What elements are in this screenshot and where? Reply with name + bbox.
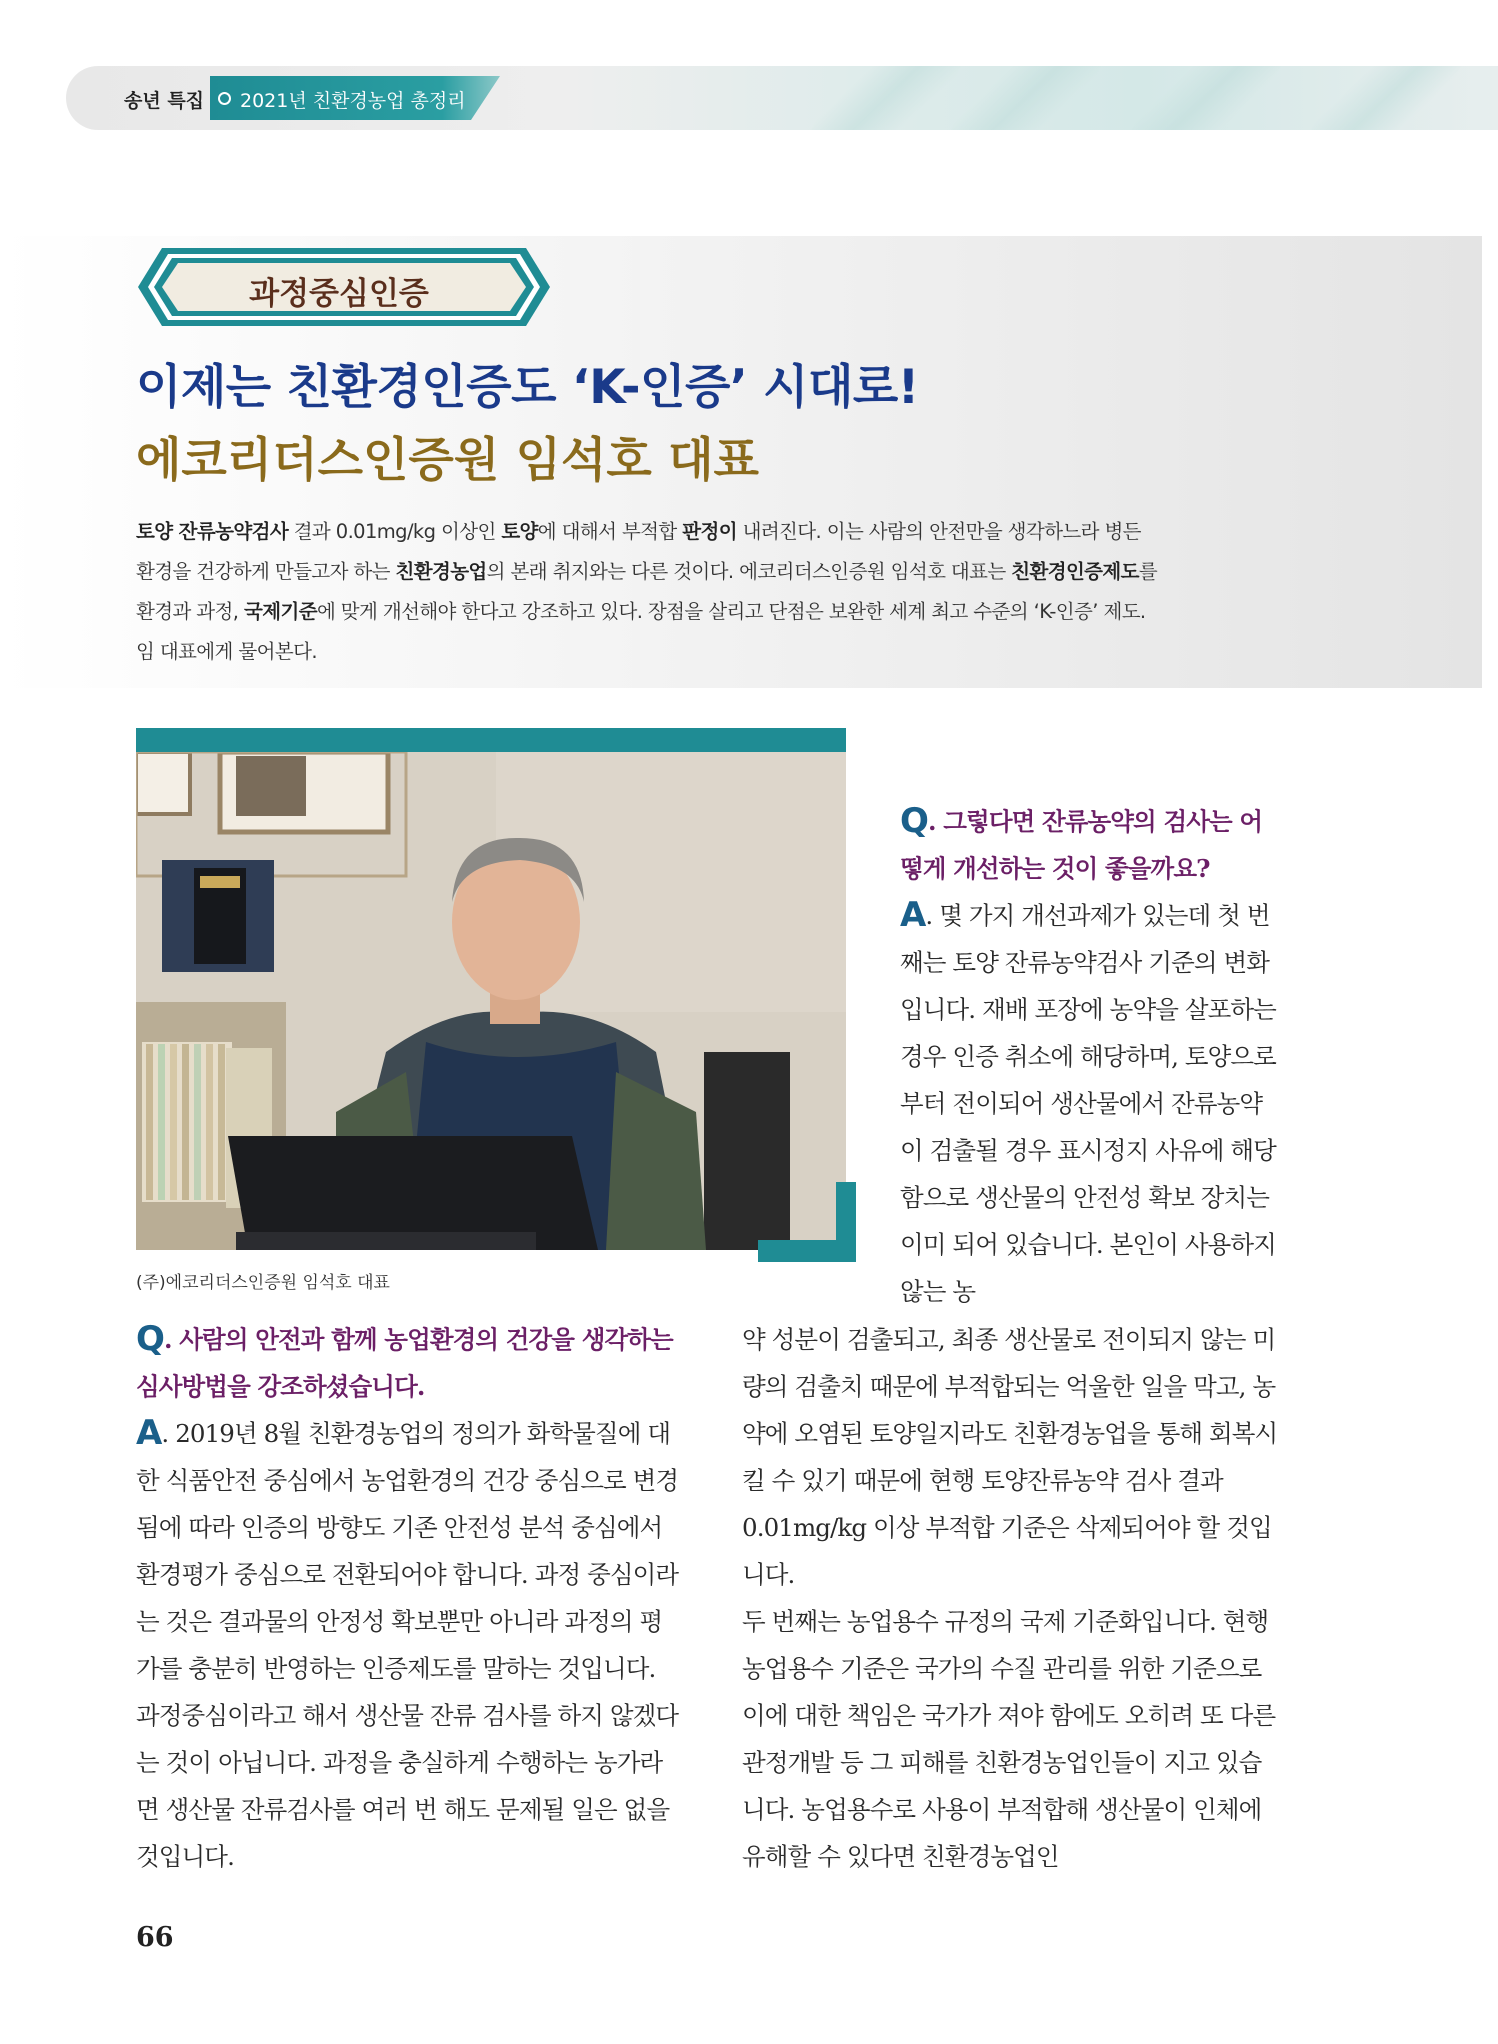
intro-line: 토양 잔류농약검사 결과 0.01mg/kg 이상인 토양에 대해서 부적합 판정이 내려진다. 이는 사람의 안전만을 생각하느라 병든 — [136, 520, 1141, 543]
photo-accent-bar — [836, 1182, 856, 1262]
header-decoration — [1311, 66, 1461, 130]
answer-mark-icon: A — [136, 1413, 162, 1453]
intro-line: 환경을 건강하게 만들고자 하는 친환경농업의 본래 취지와는 다른 것이다. 에코리더스인증원 임석호 대표는 친환경인증제도를 — [136, 560, 1158, 583]
portrait-image — [136, 752, 846, 1250]
answer-1-text: 2019년 8월 친환경농업의 정의가 화학물질에 대한 식품안전 중심에서 농업환경의 건강 중심으로 변경됨에 따라 인증의 방향도 기존 안전성 분석 중심에서 환경평가 중심으로 전환되어야 합니다. 과정 중심이라는 것은 결과물의 안정성 확보뿐만 아니라 과정의 평가를 충분히 반영하는 인증제도를 말하는 것입니다. 과정중심이라고 해서 생산물 잔류 검사를 하지 않겠다는 것이 아닙니다. 과정을 충실하게 수행하는 농가라면 생산물 잔류검사를 여러 번 해도 문제될 일은 없을 것입니다. — [136, 1419, 679, 1871]
header-decoration — [1131, 66, 1281, 130]
intro-paragraph — [136, 512, 1286, 672]
question-mark-icon: Q — [136, 1319, 165, 1359]
page-number: 66 — [136, 1922, 174, 1953]
photo-top-bar — [136, 728, 846, 752]
subheadline: 에코리더스인증원 임석호 대표 — [136, 433, 759, 488]
article-column-right-top: Q. 그렇다면 잔류농약의 검사는 어떻게 개선하는 것이 좋을까요? A. 몇 가지 개선과제가 있는데 첫 번째는 토양 잔류농약검사 기준의 변화입니다. 재배 포장에 농약을 살포하는 경우 인증 취소에 해당하며, 토양으로부터 전이되어 생산물에서 잔류농약이 검출될 경우 표시정지 사유에 해당함으로 생산물의 안전성 확보 장치는 이미 되어 있습니다. 본인이 사용하지 않는 농 — [900, 801, 1276, 1306]
answer-2-second-point: 두 번째는 농업용수 규정의 국제 기준화입니다. 현행 농업용수 기준은 국가의 수질 관리를 위한 기준으로 이에 대한 책임은 국가가 져야 함에도 오히려 또 다른 관정개발 등 그 피해를 친환경농업인들이 지고 있습니다. 농업용수로 사용이 부적합해 생산물이 인체에 유해할 수 있다면 친환경농업인 — [742, 1607, 1276, 1871]
header-decoration — [811, 66, 961, 130]
article-column-left: Q. 사람의 안전과 함께 농업환경의 건강을 생각하는 심사방법을 강조하셨습니다. A. 2019년 8월 친환경농업의 정의가 화학물질에 대한 식품안전 중심에서 농업환경의 건강 중심으로 변경됨에 따라 인증의 방향도 기존 안전성 분석 중심에서 환경평가 중심으로 전환되어야 합니다. 과정 중심이라는 것은 결과물의 안정성 확보뿐만 아니라 과정의 평가를 충분히 반영하는 인증제도를 말하는 것입니다. 과정중심이라고 해서 생산물 잔류 검사를 하지 않겠다는 것이 아닙니다. 과정을 충실하게 수행하는 농가라면 생산물 잔류검사를 여러 번 해도 문제될 일은 없을 것입니다. — [136, 1319, 679, 1871]
question-1: Q. 사람의 안전과 함께 농업환경의 건강을 생각하는 심사방법을 강조하셨습니다. — [136, 1319, 673, 1401]
portrait-photo — [136, 752, 846, 1250]
intro-line: 환경과 과정, 국제기준에 맞게 개선해야 한다고 강조하고 있다. 장점을 살리고 단점은 보완한 세계 최고 수준의 ‘K-인증’ 제도. — [136, 600, 1146, 623]
bullet-icon — [218, 92, 231, 105]
answer-2-text: 몇 가지 개선과제가 있는데 첫 번째는 토양 잔류농약검사 기준의 변화입니다. 재배 포장에 농약을 살포하는 경우 인증 취소에 해당하며, 토양으로부터 전이되어 생산물에서 잔류농약이 검출될 경우 표시정지 사유에 해당함으로 생산물의 안전성 확보 장치는 이미 되어 있습니다. 본인이 사용하지 않는 농 — [900, 901, 1276, 1306]
headline: 이제는 친환경인증도 ‘K-인증’ 시대로! — [136, 360, 919, 415]
header-title: 2021년 친환경농업 총정리 — [240, 90, 466, 112]
section-label: 송년 특집 — [124, 90, 205, 112]
intro-line: 임 대표에게 물어본다. — [136, 640, 317, 663]
photo-frame — [136, 728, 846, 1250]
question-2: Q. 그렇다면 잔류농약의 검사는 어떻게 개선하는 것이 좋을까요? — [900, 801, 1263, 883]
question-mark-icon: Q — [900, 801, 929, 841]
category-label: 과정중심인증 — [249, 276, 429, 312]
answer-2-continued: 약 성분이 검출되고, 최종 생산물로 전이되지 않는 미량의 검출치 때문에 부적합되는 억울한 일을 막고, 농약에 오염된 토양일지라도 친환경농업을 통해 회복시킬 수 있기 때문에 현행 토양잔류농약 검사 결과 0.01mg/kg 이상 부적합 기준은 삭제되어야 할 것입니다. — [742, 1325, 1278, 1589]
photo-caption: (주)에코리더스인증원 임석호 대표 — [136, 1273, 390, 1293]
answer-mark-icon: A — [900, 895, 926, 935]
category-badge — [134, 244, 554, 330]
header-decoration — [951, 66, 1101, 130]
article-column-right-bottom — [742, 1316, 1284, 1880]
